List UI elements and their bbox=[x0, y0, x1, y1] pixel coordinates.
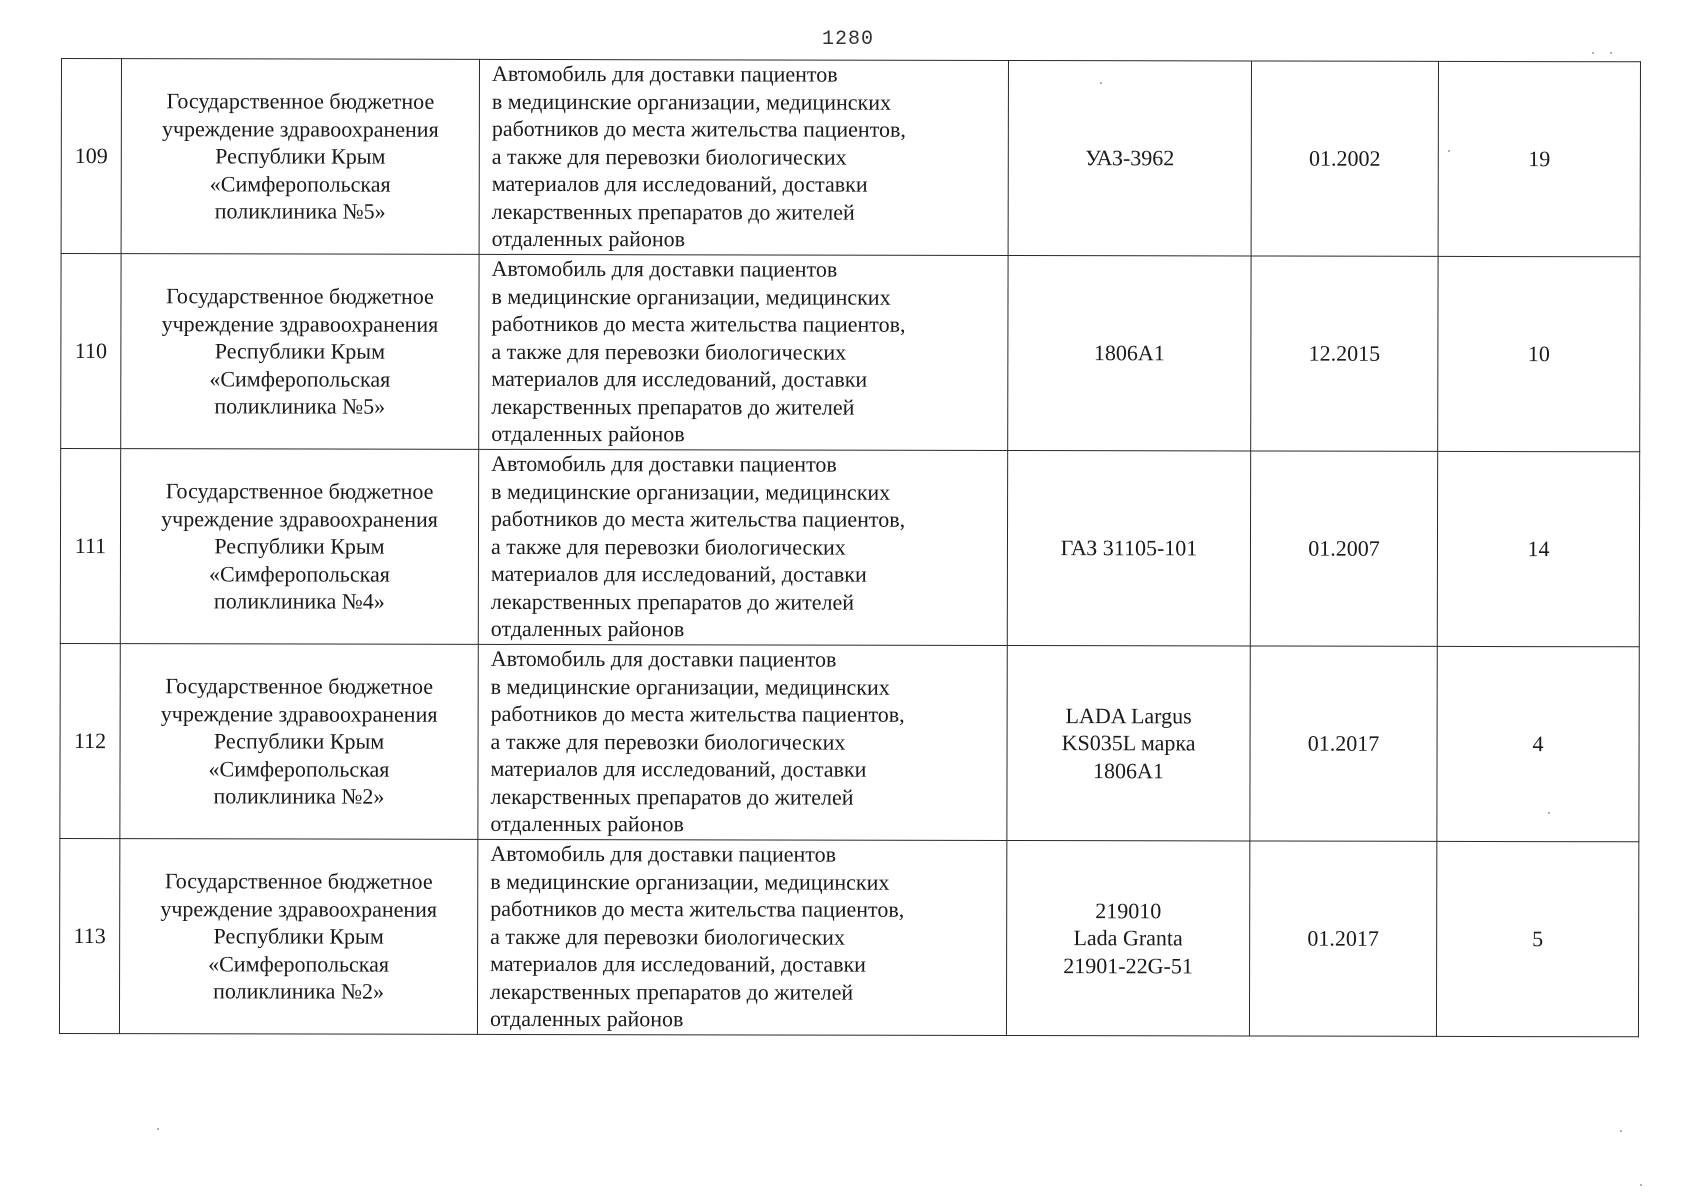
organization-name: Государственное бюджетное учреждение здравоохранения Республики Крым «Симферопольская поликлиника №5» bbox=[161, 88, 439, 224]
model-cell bbox=[1007, 645, 1250, 841]
purpose-cell bbox=[479, 254, 1008, 450]
vehicle-model: LADA Largus KS035L марка 1806А1 bbox=[1061, 702, 1196, 784]
scan-speck bbox=[157, 1128, 159, 1130]
table-row bbox=[61, 59, 1640, 257]
vehicle-purpose: Автомобиль для доставки пациентов в медицинские организации, медицинских работников до места жительства пациентов, а также для перевозки биологических материалов для исследований, доставки лекарственных препаратов до жителей отдаленных районов bbox=[491, 60, 906, 252]
page-number: 1280 bbox=[821, 28, 874, 51]
vehicles-table bbox=[59, 58, 1641, 1037]
table-row bbox=[59, 838, 1638, 1036]
row-number: 113 bbox=[59, 838, 119, 1033]
vehicle-purpose: Автомобиль для доставки пациентов в медицинские организации, медицинских работников до места жительства пациентов, а также для перевозки биологических материалов для исследований, доставки лекарственных препаратов до жителей отдаленных районов bbox=[490, 645, 905, 837]
date-cell: 01.2002 bbox=[1251, 61, 1438, 256]
years-cell: 10 bbox=[1438, 256, 1640, 451]
scan-speck bbox=[1592, 52, 1594, 54]
row-number: 111 bbox=[60, 449, 120, 644]
organization-cell bbox=[121, 59, 479, 255]
scan-speck bbox=[1640, 1184, 1642, 1186]
years-cell: 19 bbox=[1438, 61, 1640, 256]
years-cell: 5 bbox=[1436, 841, 1638, 1036]
date-cell: 12.2015 bbox=[1251, 256, 1438, 451]
model-cell bbox=[1008, 60, 1251, 256]
vehicle-purpose: Автомобиль для доставки пациентов в медицинские организации, медицинских работников до места жительства пациентов, а также для перевозки биологических материалов для исследований, доставки лекарственных препаратов до жителей отдаленных районов bbox=[489, 840, 905, 1032]
row-number: 110 bbox=[61, 254, 121, 449]
organization-cell bbox=[120, 644, 478, 840]
organization-cell bbox=[119, 839, 477, 1035]
purpose-cell bbox=[478, 644, 1007, 840]
organization-cell bbox=[120, 449, 478, 645]
organization-cell bbox=[121, 254, 479, 450]
model-cell bbox=[1008, 255, 1251, 451]
model-cell bbox=[1007, 450, 1250, 646]
vehicle-model: 1806А1 bbox=[1093, 340, 1165, 366]
years-cell: 14 bbox=[1437, 451, 1639, 646]
scan-speck bbox=[1548, 812, 1550, 814]
table-row bbox=[61, 254, 1640, 452]
date-cell: 01.2017 bbox=[1250, 646, 1437, 841]
organization-name: Государственное бюджетное учреждение здравоохранения Республики Крым «Симферопольская поликлиника №4» bbox=[161, 478, 438, 614]
vehicle-purpose: Автомобиль для доставки пациентов в медицинские организации, медицинских работников до места жительства пациентов, а также для перевозки биологических материалов для исследований, доставки лекарственных препаратов до жителей отдаленных районов bbox=[490, 450, 906, 642]
purpose-cell bbox=[479, 59, 1008, 255]
model-cell bbox=[1006, 840, 1249, 1036]
vehicle-model: ГАЗ 31105-101 bbox=[1060, 535, 1198, 561]
vehicle-model: 219010 Lada Granta 21901-22G-51 bbox=[1063, 897, 1193, 979]
organization-name: Государственное бюджетное учреждение здравоохранения Республики Крым «Симферопольская поликлиника №2» bbox=[160, 868, 438, 1004]
vehicle-purpose: Автомобиль для доставки пациентов в медицинские организации, медицинских работников до места жительства пациентов, а также для перевозки биологических материалов для исследований, доставки лекарственных препаратов до жителей отдаленных районов bbox=[491, 255, 906, 447]
date-cell: 01.2007 bbox=[1250, 451, 1437, 646]
row-number: 109 bbox=[61, 59, 121, 254]
scan-speck bbox=[1448, 150, 1450, 152]
organization-name: Государственное бюджетное учреждение здравоохранения Республики Крым «Симферопольская поликлиника №5» bbox=[161, 283, 439, 419]
scan-speck bbox=[1610, 52, 1612, 54]
row-number: 112 bbox=[60, 643, 120, 838]
purpose-cell bbox=[477, 839, 1006, 1035]
table-row bbox=[60, 643, 1639, 841]
years-cell: 4 bbox=[1437, 646, 1639, 841]
vehicle-model: УАЗ-3962 bbox=[1085, 145, 1175, 171]
scan-speck bbox=[1620, 1130, 1622, 1132]
date-cell: 01.2017 bbox=[1249, 841, 1436, 1036]
organization-name: Государственное бюджетное учреждение здравоохранения Республики Крым «Симферопольская поликлиника №2» bbox=[160, 673, 438, 809]
purpose-cell bbox=[478, 449, 1007, 645]
table-row bbox=[60, 449, 1639, 647]
scan-speck bbox=[1100, 82, 1102, 84]
